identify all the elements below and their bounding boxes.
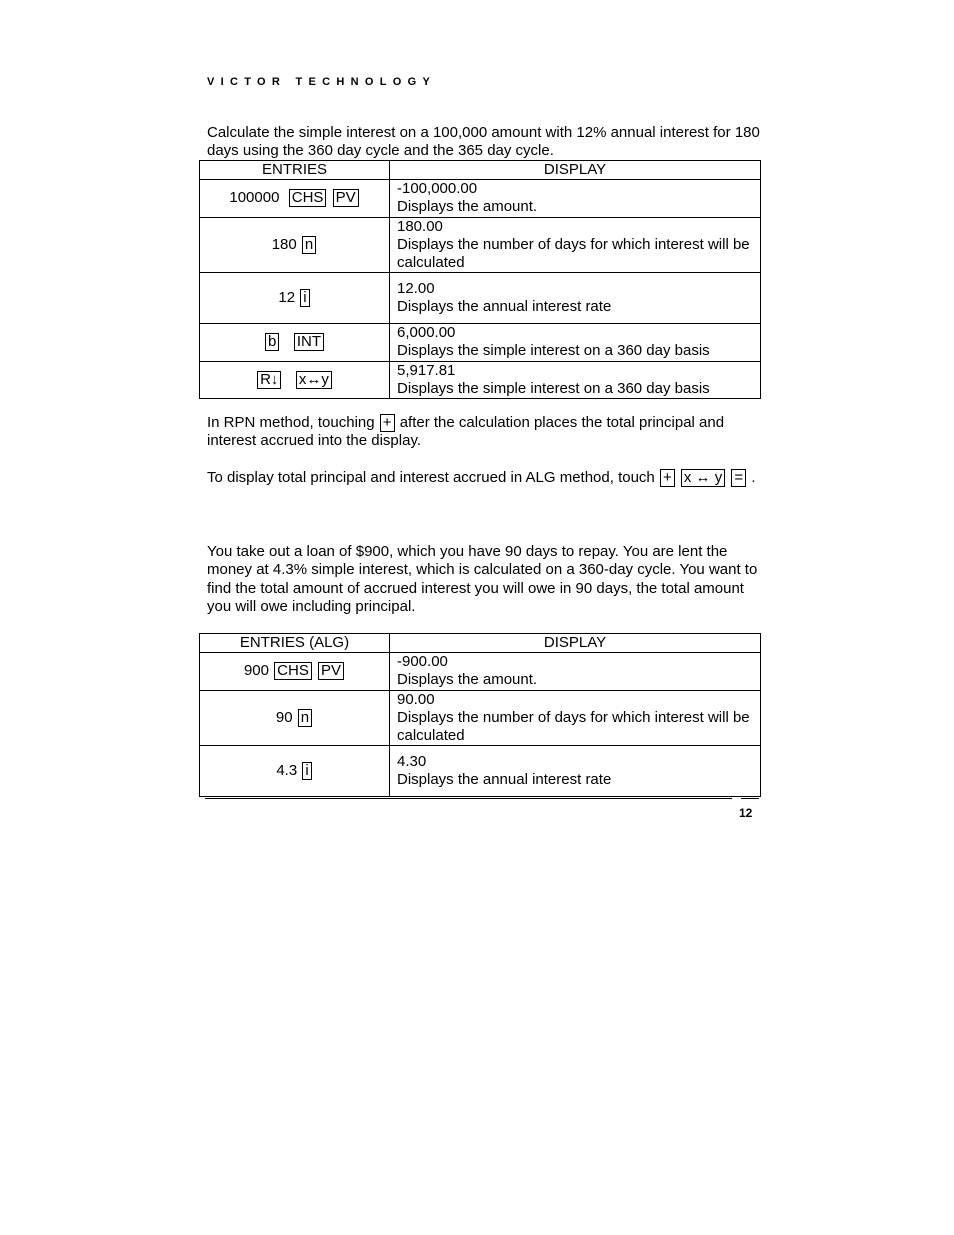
entry-cell xyxy=(200,653,390,690)
table-row xyxy=(200,690,761,746)
key-i: i xyxy=(302,762,311,780)
display-value: -100,000.00 xyxy=(397,180,478,198)
example1-intro: Calculate the simple interest on a 100,000 amount with 12% annual interest for 180 days using the 360 day cycle and the 365 day cycle. xyxy=(207,124,760,160)
page-number: 12 xyxy=(739,806,753,820)
display-cell xyxy=(390,217,761,273)
display-value: 180.00 xyxy=(397,217,443,235)
entry-prefix: 100000 xyxy=(229,189,280,207)
key-swap-xy: x↔y xyxy=(296,371,332,389)
display-value: 4.30 xyxy=(397,753,427,771)
key-pv: PV xyxy=(318,662,344,680)
entry-cell xyxy=(200,273,390,324)
footer-rule xyxy=(205,798,732,799)
display-value: -900.00 xyxy=(397,653,448,671)
key-n: n xyxy=(302,236,316,254)
entry-prefix: 180 xyxy=(271,235,297,253)
display-cell xyxy=(390,746,761,797)
display-desc: Displays the annual interest rate xyxy=(397,771,612,789)
entry-cell xyxy=(200,180,390,217)
key-int: INT xyxy=(294,333,324,351)
key-chs: CHS xyxy=(289,189,327,207)
example1-table xyxy=(199,160,761,399)
key-b: b xyxy=(265,333,279,351)
example2-intro: You take out a loan of $900, which you have 90 days to repay. You are lent the money at 4.3% simple interest, which is calculated on a 360-day cycle. You want to find the total amount of accrued interest you will owe in 90 days, the total amount you will owe including principal. xyxy=(207,543,758,615)
entry-prefix: 90 xyxy=(275,708,293,726)
display-value: 12.00 xyxy=(397,280,435,298)
key-i: i xyxy=(300,289,309,307)
entry-cell xyxy=(200,690,390,746)
key-pv: PV xyxy=(333,189,359,207)
key-equals: = xyxy=(731,469,746,487)
display-value: 5,917.81 xyxy=(397,361,456,379)
display-value: 6,000.00 xyxy=(397,324,456,342)
display-cell xyxy=(390,690,761,746)
key-plus: + xyxy=(660,469,675,487)
alg-note: To display total principal and interest accrued in ALG method, touch + x ↔ y = . xyxy=(207,469,756,486)
rpn-note: In RPN method, touching + after the calculation places the total principal and interest accrued into the display. xyxy=(207,414,725,450)
footer-rule-short xyxy=(741,798,759,799)
col-display: DISPLAY xyxy=(390,634,761,653)
table-row xyxy=(200,361,761,398)
key-swap-xy: x ↔ y xyxy=(681,469,725,487)
table-row xyxy=(200,653,761,690)
key-n: n xyxy=(298,709,312,727)
table-row xyxy=(200,746,761,797)
display-value: 90.00 xyxy=(397,690,435,708)
example2-table xyxy=(199,633,761,797)
table-row xyxy=(200,217,761,273)
display-desc: Displays the simple interest on a 360 day basis xyxy=(397,342,710,360)
key-roll-down: R↓ xyxy=(257,371,281,389)
brand-header: VICTOR TECHNOLOGY xyxy=(207,76,437,88)
entry-cell xyxy=(200,217,390,273)
entry-prefix: 4.3 xyxy=(276,762,298,780)
table-row xyxy=(200,324,761,361)
display-desc: Displays the number of days for which interest will be calculated xyxy=(397,235,750,272)
key-chs: CHS xyxy=(274,662,312,680)
entry-cell xyxy=(200,361,390,398)
display-cell xyxy=(390,324,761,361)
entry-prefix: 900 xyxy=(243,662,269,680)
display-cell xyxy=(390,180,761,217)
col-display: DISPLAY xyxy=(390,161,761,180)
entry-prefix: 12 xyxy=(278,289,296,307)
col-entries: ENTRIES xyxy=(200,161,390,180)
table-header-row xyxy=(200,634,761,653)
table-header-row xyxy=(200,161,761,180)
col-entries: ENTRIES (ALG) xyxy=(200,634,390,653)
display-desc: Displays the annual interest rate xyxy=(397,298,612,316)
entry-cell xyxy=(200,324,390,361)
display-desc: Displays the amount. xyxy=(397,671,538,689)
display-desc: Displays the simple interest on a 360 day basis xyxy=(397,379,710,397)
entry-cell xyxy=(200,746,390,797)
display-cell xyxy=(390,653,761,690)
key-plus: + xyxy=(380,414,395,432)
display-cell xyxy=(390,361,761,398)
display-cell xyxy=(390,273,761,324)
display-desc: Displays the amount. xyxy=(397,198,538,216)
table-row xyxy=(200,180,761,217)
display-desc: Displays the number of days for which interest will be calculated xyxy=(397,708,750,745)
table-row xyxy=(200,273,761,324)
